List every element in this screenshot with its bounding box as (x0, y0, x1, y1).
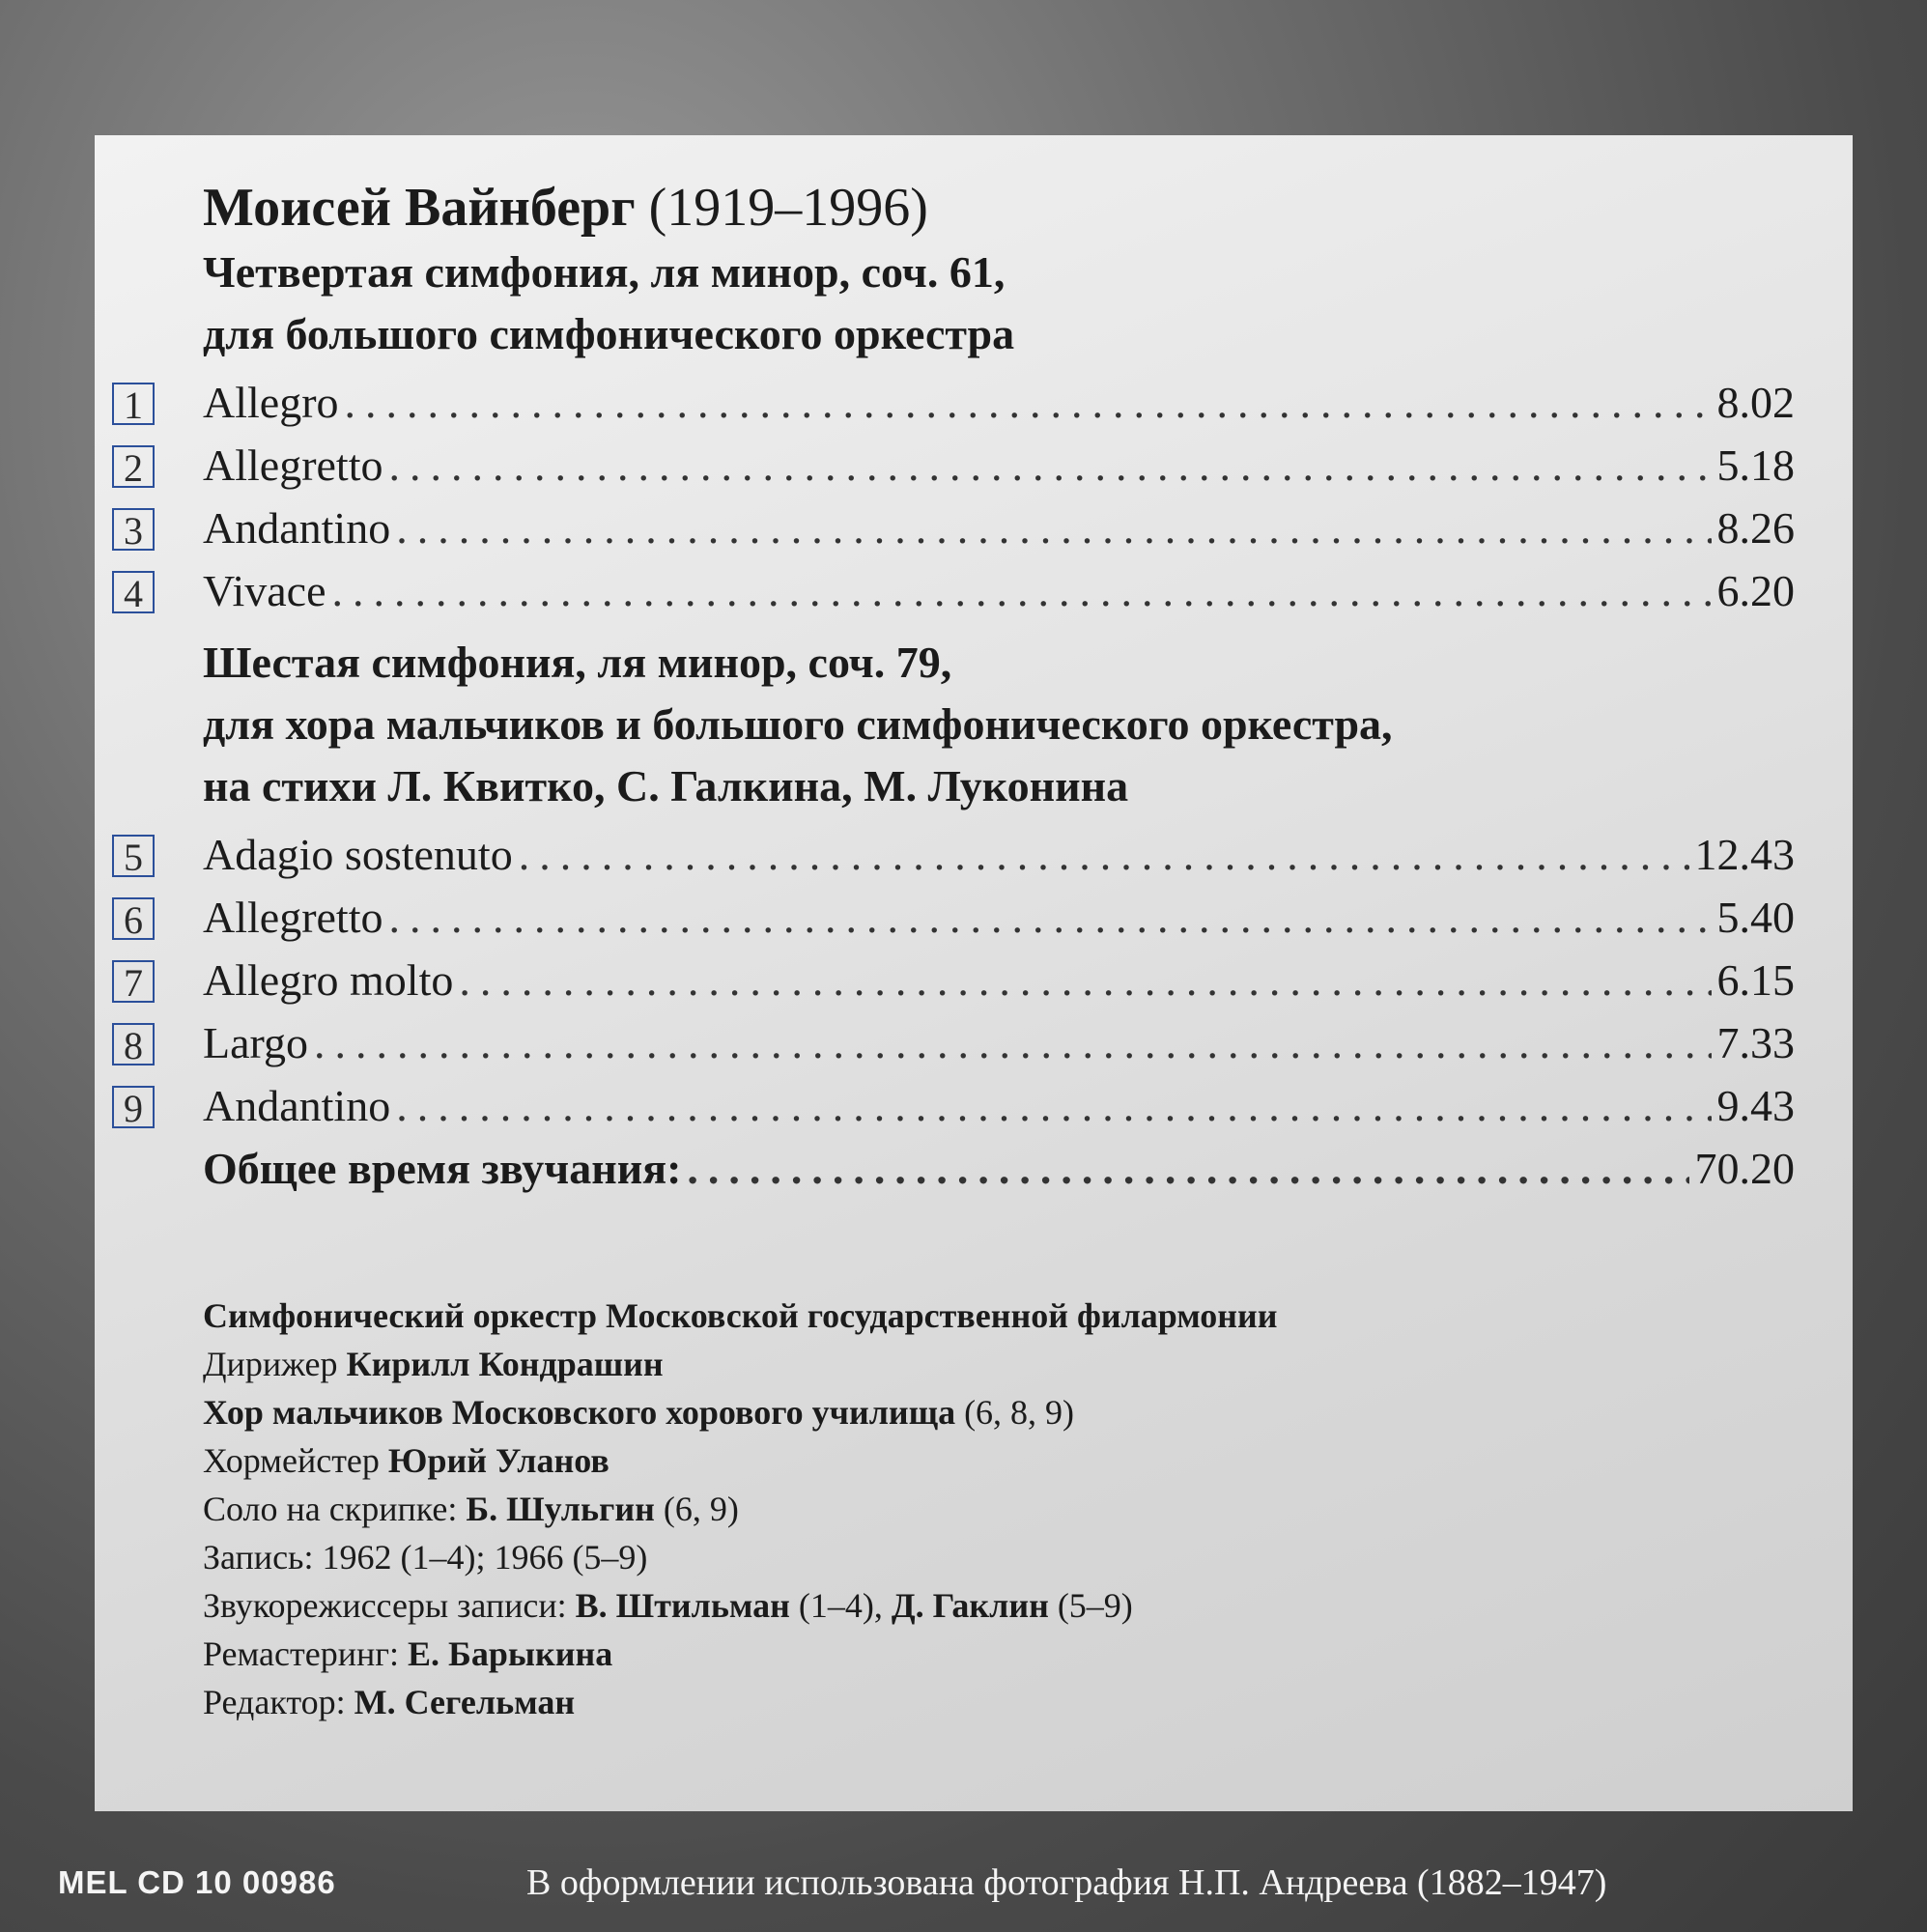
track-title: Vivace (203, 566, 326, 615)
work2-poets: на стихи Л. Квитко, С. Галкина, М. Луконина (203, 761, 1129, 810)
dot-leader (345, 377, 1712, 428)
track-duration: 8.26 (1716, 503, 1795, 553)
credit-chorusmaster (203, 1436, 1853, 1485)
track-title: Allegretto (203, 440, 383, 490)
remastering-label: Ремастеринг: (203, 1634, 400, 1673)
track-row (124, 559, 1853, 622)
composer-name: Моисей Вайнберг (203, 178, 636, 238)
credit-choir (203, 1388, 1853, 1436)
dot-leader (687, 1143, 1688, 1194)
track-title: Andantino (203, 1081, 391, 1130)
track-title: Allegro (203, 378, 339, 427)
dot-leader (519, 829, 1689, 880)
track-title: Allegretto (203, 893, 383, 942)
dot-leader (389, 440, 1712, 491)
track-title: Largo (203, 1018, 309, 1067)
track-number: 3 (112, 508, 155, 551)
track-number: 6 (112, 897, 155, 940)
engineer1-tracks: (1–4), (798, 1586, 883, 1625)
composer-dates: (1919–1996) (648, 178, 928, 238)
remastering-name: Е. Барыкина (408, 1634, 613, 1673)
editor-label: Редактор: (203, 1683, 346, 1721)
track-duration: 5.40 (1716, 893, 1795, 942)
total-time-label: Общее время звучания: (203, 1144, 682, 1193)
work2-title: Шестая симфония, ля минор, соч. 79, (203, 638, 952, 687)
footer (0, 1860, 1927, 1908)
credit-remastering (203, 1630, 1853, 1678)
tracklist-panel (95, 135, 1853, 1811)
dot-leader (332, 565, 1712, 616)
credit-engineers (203, 1581, 1853, 1630)
dot-leader (389, 892, 1712, 943)
engineer2-tracks: (5–9) (1057, 1586, 1133, 1625)
track-duration: 7.33 (1716, 1018, 1795, 1067)
track-row (124, 823, 1853, 886)
credit-orchestra (203, 1292, 1853, 1340)
track-duration: 5.18 (1716, 440, 1795, 490)
engineer1-name: В. Штильман (575, 1586, 790, 1625)
credit-editor (203, 1678, 1853, 1726)
editor-name: М. Сегельман (354, 1683, 576, 1721)
credit-violin-solo (203, 1485, 1853, 1533)
credit-conductor (203, 1340, 1853, 1388)
violin-label: Соло на скрипке: (203, 1490, 458, 1528)
dot-leader (459, 954, 1711, 1006)
track-duration: 6.20 (1716, 566, 1795, 615)
track-row (124, 371, 1853, 434)
violin-tracks: (6, 9) (663, 1490, 739, 1528)
composer-heading (203, 174, 1853, 242)
track-number: 7 (112, 960, 155, 1003)
track-row (124, 949, 1853, 1011)
conductor-name: Кирилл Кондрашин (346, 1345, 664, 1383)
chorusmaster-name: Юрий Уланов (387, 1441, 609, 1480)
chorusmaster-label: Хормейстер (203, 1441, 380, 1480)
track-duration: 12.43 (1694, 830, 1795, 879)
performer-credits (203, 1292, 1853, 1726)
violin-name: Б. Шульгин (466, 1490, 655, 1528)
track-row (124, 1074, 1853, 1137)
track-number: 9 (112, 1086, 155, 1128)
track-number: 8 (112, 1023, 155, 1065)
track-title: Adagio sostenuto (203, 830, 513, 879)
total-time-row (203, 1137, 1853, 1200)
total-time-value: 70.20 (1694, 1144, 1795, 1193)
track-number: 1 (112, 383, 155, 425)
catalog-number: MEL CD 10 00986 (58, 1864, 336, 1900)
work2-track-list (124, 823, 1853, 1200)
track-row (124, 886, 1853, 949)
track-row (124, 497, 1853, 559)
photo-credit: В оформлении использована фотография Н.П. Андреева (1882–1947) (526, 1862, 1607, 1903)
track-number: 4 (112, 571, 155, 613)
track-row (124, 434, 1853, 497)
credit-recording: Запись: 1962 (1–4); 1966 (5–9) (203, 1538, 648, 1577)
choir-tracks: (6, 8, 9) (964, 1393, 1075, 1432)
track-number: 2 (112, 445, 155, 488)
track-duration: 6.15 (1716, 955, 1795, 1005)
track-row (124, 1011, 1853, 1074)
work1-track-list (124, 371, 1853, 622)
tracklist-content (124, 174, 1853, 1726)
track-title: Andantino (203, 503, 391, 553)
conductor-label: Дирижер (203, 1345, 338, 1383)
dot-leader (396, 1080, 1711, 1131)
track-duration: 9.43 (1716, 1081, 1795, 1130)
dot-leader (314, 1017, 1711, 1068)
engineer2-name: Д. Гаклин (891, 1586, 1049, 1625)
work1-subtitle: для большого симфонического оркестра (203, 309, 1015, 358)
track-number: 5 (112, 835, 155, 877)
work1-title: Четвертая симфония, ля минор, соч. 61, (203, 247, 1006, 297)
track-duration: 8.02 (1716, 378, 1795, 427)
engineers-label: Звукорежиссеры записи: (203, 1586, 567, 1625)
work2-subtitle: для хора мальчиков и большого симфонического оркестра, (203, 699, 1393, 749)
orchestra-name: Симфонический оркестр Московской государственной филармонии (203, 1296, 1278, 1335)
track-title: Allegro molto (203, 955, 454, 1005)
dot-leader (396, 502, 1711, 554)
choir-name: Хор мальчиков Московского хорового училища (203, 1393, 956, 1432)
